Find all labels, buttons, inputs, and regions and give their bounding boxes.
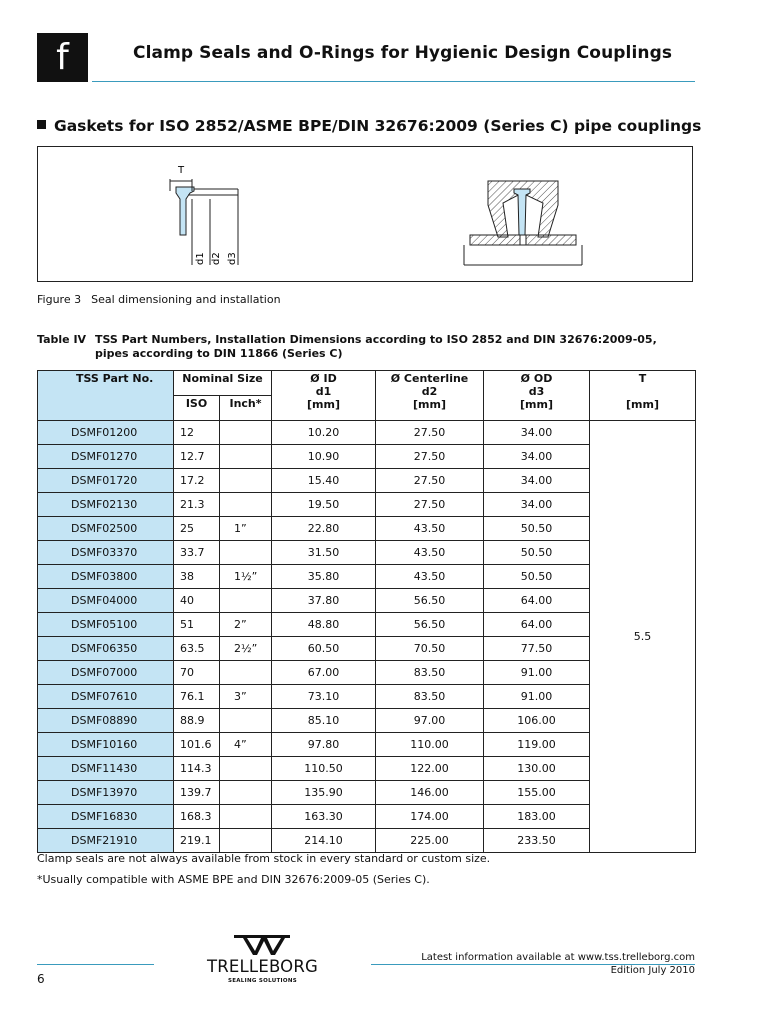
- figure-box: [37, 146, 693, 282]
- id-cell: 10.20: [272, 421, 376, 445]
- part-number-cell: DSMF01270: [38, 445, 174, 469]
- inch-size-cell: 2”: [220, 613, 272, 637]
- section-letter-badge: f: [37, 33, 88, 82]
- iso-size-cell: 40: [174, 589, 220, 613]
- iso-size-cell: 21.3: [174, 493, 220, 517]
- od-cell: 91.00: [484, 661, 590, 685]
- header-t: T [mm]: [590, 371, 696, 421]
- part-number-cell: DSMF08890: [38, 709, 174, 733]
- figure-caption-text: Seal dimensioning and installation: [91, 293, 281, 306]
- page-number: 6: [37, 972, 45, 986]
- iso-size-cell: 63.5: [174, 637, 220, 661]
- id-cell: 60.50: [272, 637, 376, 661]
- od-cell: 34.00: [484, 469, 590, 493]
- centerline-cell: 27.50: [376, 445, 484, 469]
- id-cell: 73.10: [272, 685, 376, 709]
- od-cell: 64.00: [484, 613, 590, 637]
- d3-label: d3: [227, 252, 238, 265]
- centerline-cell: 83.50: [376, 661, 484, 685]
- od-cell: 50.50: [484, 517, 590, 541]
- inch-size-cell: 4”: [220, 733, 272, 757]
- inch-size-cell: [220, 421, 272, 445]
- iso-size-cell: 76.1: [174, 685, 220, 709]
- centerline-cell: 146.00: [376, 781, 484, 805]
- inch-size-cell: 2½”: [220, 637, 272, 661]
- iso-size-cell: 17.2: [174, 469, 220, 493]
- iso-size-cell: 25: [174, 517, 220, 541]
- seal-profile-shape: [176, 187, 194, 235]
- id-cell: 67.00: [272, 661, 376, 685]
- inch-size-cell: [220, 781, 272, 805]
- id-cell: 85.10: [272, 709, 376, 733]
- inch-size-cell: [220, 757, 272, 781]
- part-number-cell: DSMF05100: [38, 613, 174, 637]
- table-caption: [37, 333, 657, 363]
- part-number-cell: DSMF21910: [38, 829, 174, 853]
- centerline-cell: 225.00: [376, 829, 484, 853]
- logo-wordmark: TRELLEBORG: [206, 957, 319, 976]
- id-cell: 48.80: [272, 613, 376, 637]
- centerline-cell: 27.50: [376, 469, 484, 493]
- inch-size-cell: 1”: [220, 517, 272, 541]
- header-nominal-size: Nominal Size: [174, 371, 272, 396]
- footer-info: [421, 951, 695, 977]
- header-od: Ø OD d3 [mm]: [484, 371, 590, 421]
- ferrule-left: [470, 235, 520, 245]
- part-number-cell: DSMF03800: [38, 565, 174, 589]
- part-number-cell: DSMF01720: [38, 469, 174, 493]
- part-number-cell: DSMF01200: [38, 421, 174, 445]
- od-cell: 106.00: [484, 709, 590, 733]
- parts-table: [37, 370, 696, 853]
- figure-caption: [37, 293, 281, 306]
- part-number-cell: DSMF13970: [38, 781, 174, 805]
- iso-size-cell: 33.7: [174, 541, 220, 565]
- part-number-cell: DSMF10160: [38, 733, 174, 757]
- id-cell: 135.90: [272, 781, 376, 805]
- part-number-cell: DSMF02500: [38, 517, 174, 541]
- od-cell: 155.00: [484, 781, 590, 805]
- footer-website-line: Latest information available at www.tss.trelleborg.com: [421, 952, 695, 963]
- od-cell: 50.50: [484, 565, 590, 589]
- inch-size-cell: 1½”: [220, 565, 272, 589]
- id-cell: 214.10: [272, 829, 376, 853]
- iso-size-cell: 101.6: [174, 733, 220, 757]
- table-row: [38, 421, 696, 445]
- centerline-cell: 56.50: [376, 589, 484, 613]
- inch-size-cell: [220, 469, 272, 493]
- iso-size-cell: 70: [174, 661, 220, 685]
- id-cell: 37.80: [272, 589, 376, 613]
- page-title: Clamp Seals and O-Rings for Hygienic Design Couplings: [133, 43, 673, 63]
- id-cell: 10.90: [272, 445, 376, 469]
- centerline-cell: 174.00: [376, 805, 484, 829]
- iso-size-cell: 88.9: [174, 709, 220, 733]
- od-cell: 34.00: [484, 421, 590, 445]
- compatibility-note: *Usually compatible with ASME BPE and DIN 32676:2009-05 (Series C).: [37, 873, 430, 886]
- seal-profile-drawing: [170, 179, 238, 265]
- id-cell: 110.50: [272, 757, 376, 781]
- centerline-cell: 97.00: [376, 709, 484, 733]
- inch-size-cell: [220, 589, 272, 613]
- ferrule-right: [526, 235, 576, 245]
- id-cell: 97.80: [272, 733, 376, 757]
- part-number-cell: DSMF11430: [38, 757, 174, 781]
- t-value-cell: 5.5: [590, 421, 696, 853]
- od-cell: 119.00: [484, 733, 590, 757]
- iso-size-cell: 12: [174, 421, 220, 445]
- centerline-cell: 43.50: [376, 565, 484, 589]
- id-cell: 22.80: [272, 517, 376, 541]
- d1-label: d1: [195, 252, 206, 265]
- header-inch: Inch*: [220, 396, 272, 421]
- od-cell: 91.00: [484, 685, 590, 709]
- centerline-cell: 56.50: [376, 613, 484, 637]
- id-cell: 15.40: [272, 469, 376, 493]
- inch-size-cell: [220, 493, 272, 517]
- installed-coupling-drawing: [464, 181, 582, 265]
- od-cell: 130.00: [484, 757, 590, 781]
- id-cell: 19.50: [272, 493, 376, 517]
- iso-size-cell: 168.3: [174, 805, 220, 829]
- inch-size-cell: [220, 709, 272, 733]
- table-caption-line1: TSS Part Numbers, Installation Dimensions according to ISO 2852 and DIN 32676:2009-05,: [95, 333, 657, 346]
- part-number-cell: DSMF07610: [38, 685, 174, 709]
- title-rule: [92, 81, 695, 82]
- inch-size-cell: 3”: [220, 685, 272, 709]
- trelleborg-logo-icon: [233, 933, 291, 957]
- id-cell: 31.50: [272, 541, 376, 565]
- od-cell: 34.00: [484, 445, 590, 469]
- seal-dimension-figure: [38, 147, 692, 281]
- part-number-cell: DSMF07000: [38, 661, 174, 685]
- od-cell: 77.50: [484, 637, 590, 661]
- inch-size-cell: [220, 445, 272, 469]
- iso-size-cell: 38: [174, 565, 220, 589]
- header-centerline: Ø Centerline d2 [mm]: [376, 371, 484, 421]
- footer-rule-left: [37, 964, 154, 965]
- id-cell: 35.80: [272, 565, 376, 589]
- iso-size-cell: 139.7: [174, 781, 220, 805]
- centerline-cell: 122.00: [376, 757, 484, 781]
- part-number-cell: DSMF04000: [38, 589, 174, 613]
- part-number-cell: DSMF06350: [38, 637, 174, 661]
- logo-tagline: SEALING SOLUTIONS: [227, 978, 298, 984]
- footer-edition: Edition July 2010: [610, 965, 695, 976]
- inch-size-cell: [220, 829, 272, 853]
- part-number-cell: DSMF16830: [38, 805, 174, 829]
- centerline-cell: 110.00: [376, 733, 484, 757]
- section-heading-text: Gaskets for ISO 2852/ASME BPE/DIN 32676:2009 (Series C) pipe couplings: [54, 117, 702, 135]
- table-body: [38, 421, 696, 853]
- od-cell: 50.50: [484, 541, 590, 565]
- inch-size-cell: [220, 541, 272, 565]
- od-cell: 64.00: [484, 589, 590, 613]
- od-cell: 233.50: [484, 829, 590, 853]
- t-label: T: [178, 165, 185, 176]
- table-caption-line2: pipes according to DIN 11866 (Series C): [95, 347, 343, 360]
- header-iso: ISO: [174, 396, 220, 421]
- iso-size-cell: 12.7: [174, 445, 220, 469]
- section-heading: [37, 117, 701, 135]
- part-number-cell: DSMF02130: [38, 493, 174, 517]
- centerline-cell: 27.50: [376, 493, 484, 517]
- availability-note: Clamp seals are not always available from stock in every standard or custom size.: [37, 852, 491, 865]
- centerline-cell: 83.50: [376, 685, 484, 709]
- bullet-square-icon: [37, 120, 46, 129]
- header-id: Ø ID d1 [mm]: [272, 371, 376, 421]
- header-part-no: TSS Part No.: [38, 371, 174, 421]
- iso-size-cell: 114.3: [174, 757, 220, 781]
- centerline-cell: 43.50: [376, 541, 484, 565]
- iso-size-cell: 51: [174, 613, 220, 637]
- iso-size-cell: 219.1: [174, 829, 220, 853]
- table-number: Table IV: [37, 333, 87, 346]
- d2-label: d2: [211, 252, 222, 265]
- centerline-cell: 27.50: [376, 421, 484, 445]
- inch-size-cell: [220, 805, 272, 829]
- centerline-cell: 70.50: [376, 637, 484, 661]
- id-cell: 163.30: [272, 805, 376, 829]
- figure-number: Figure 3: [37, 293, 82, 306]
- centerline-cell: 43.50: [376, 517, 484, 541]
- od-cell: 183.00: [484, 805, 590, 829]
- inch-size-cell: [220, 661, 272, 685]
- part-number-cell: DSMF03370: [38, 541, 174, 565]
- od-cell: 34.00: [484, 493, 590, 517]
